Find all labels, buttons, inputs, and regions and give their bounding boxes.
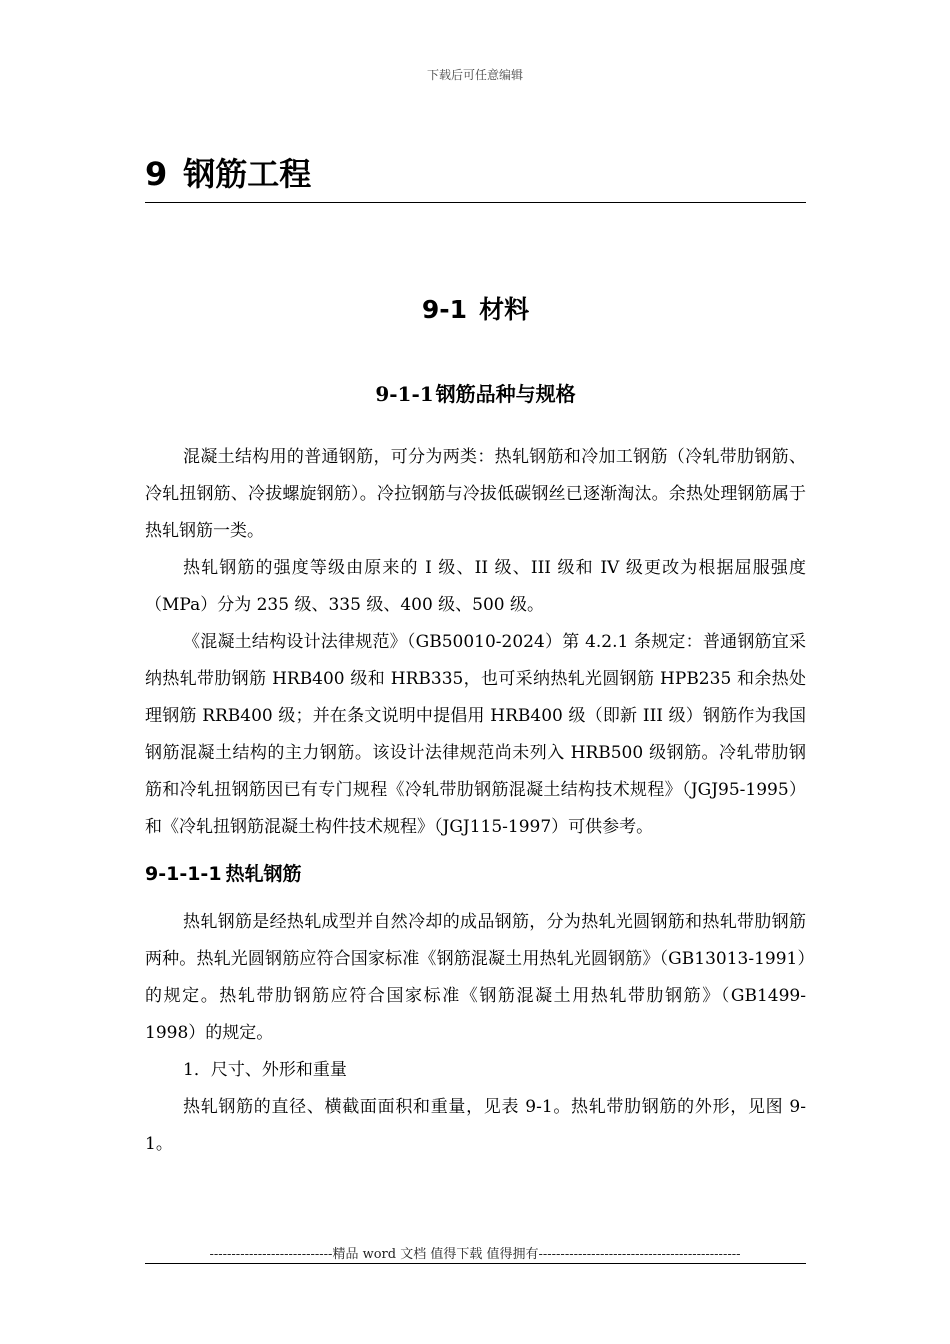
section-title xyxy=(145,292,806,328)
heading-text: 热轧钢筋 xyxy=(225,863,302,885)
footer-note: ----------------------------精品 word 文档 值得下载 值得拥有---------------------------------------------- xyxy=(209,1247,741,1262)
paragraph: 热轧钢筋的强度等级由原来的 I 级、II 级、III 级和 IV 级更改为根据屈服强度（MPa）分为 235 级、335 级、400 级、500 级。 xyxy=(145,558,806,615)
paragraph: 混凝土结构用的普通钢筋，可分为两类：热轧钢筋和冷加工钢筋（冷轧带肋钢筋、冷轧扭钢筋、冷拔螺旋钢筋）。冷拉钢筋与冷拔低碳钢丝已逐渐淘汰。余热处理钢筋属于热轧钢筋一类。 xyxy=(145,447,806,541)
paragraph: 热轧钢筋的直径、横截面面积和重量，见表 9-1。热轧带肋钢筋的外形，见图 9-1。 xyxy=(145,1097,806,1154)
list-item-heading: 1．尺寸、外形和重量 xyxy=(183,1060,347,1080)
subsection-title-text: 钢筋品种与规格 xyxy=(435,382,576,406)
paragraph: 热轧钢筋是经热轧成型并自然冷却的成品钢筋，分为热轧光圆钢筋和热轧带肋钢筋两种。热轧光圆钢筋应符合国家标准《钢筋混凝土用热轧光圆钢筋》（GB13013-1991）的规定。热轧带肋钢筋应符合国家标准《钢筋混凝土用热轧带肋钢筋》（GB1499-1998）的规定。 xyxy=(145,912,806,1043)
subsection-title xyxy=(145,378,806,410)
document-body xyxy=(145,439,806,1163)
paragraph: 《混凝土结构设计法律规范》（GB50010-2024）第 4.2.1 条规定：普通钢筋宜采纳热轧带肋钢筋 HRB400 级和 HRB335，也可采纳热轧光圆钢筋 HPB235 和余热处理钢筋 RRB400 级；并在条文说明中提倡用 HRB400 级（即新 III 级）钢筋作为我国钢筋混凝土结构的主力钢筋。该设计法律规范尚未列入 HRB500 级钢筋。冷轧带肋钢筋和冷轧扭钢筋因已有专门规程《冷轧带肋钢筋混凝土结构技术规程》（JGJ95-1995）和《冷轧扭钢筋混凝土构件技术规程》（JGJ115-1997）可供参考。 xyxy=(145,632,806,837)
heading-number: 9-1-1-1 xyxy=(145,863,222,885)
subsection-number: 9-1-1 xyxy=(375,382,434,406)
chapter-number: 9 xyxy=(145,155,168,193)
section-title-text: 材料 xyxy=(479,295,530,324)
footer-divider xyxy=(145,1263,806,1264)
chapter-title-text: 钢筋工程 xyxy=(183,155,312,193)
section-number: 9-1 xyxy=(421,295,468,324)
heading-hot-rolled xyxy=(145,860,806,888)
header-note: 下载后可任意编辑 xyxy=(426,68,523,82)
chapter-divider xyxy=(145,202,806,203)
chapter-title xyxy=(145,152,806,196)
